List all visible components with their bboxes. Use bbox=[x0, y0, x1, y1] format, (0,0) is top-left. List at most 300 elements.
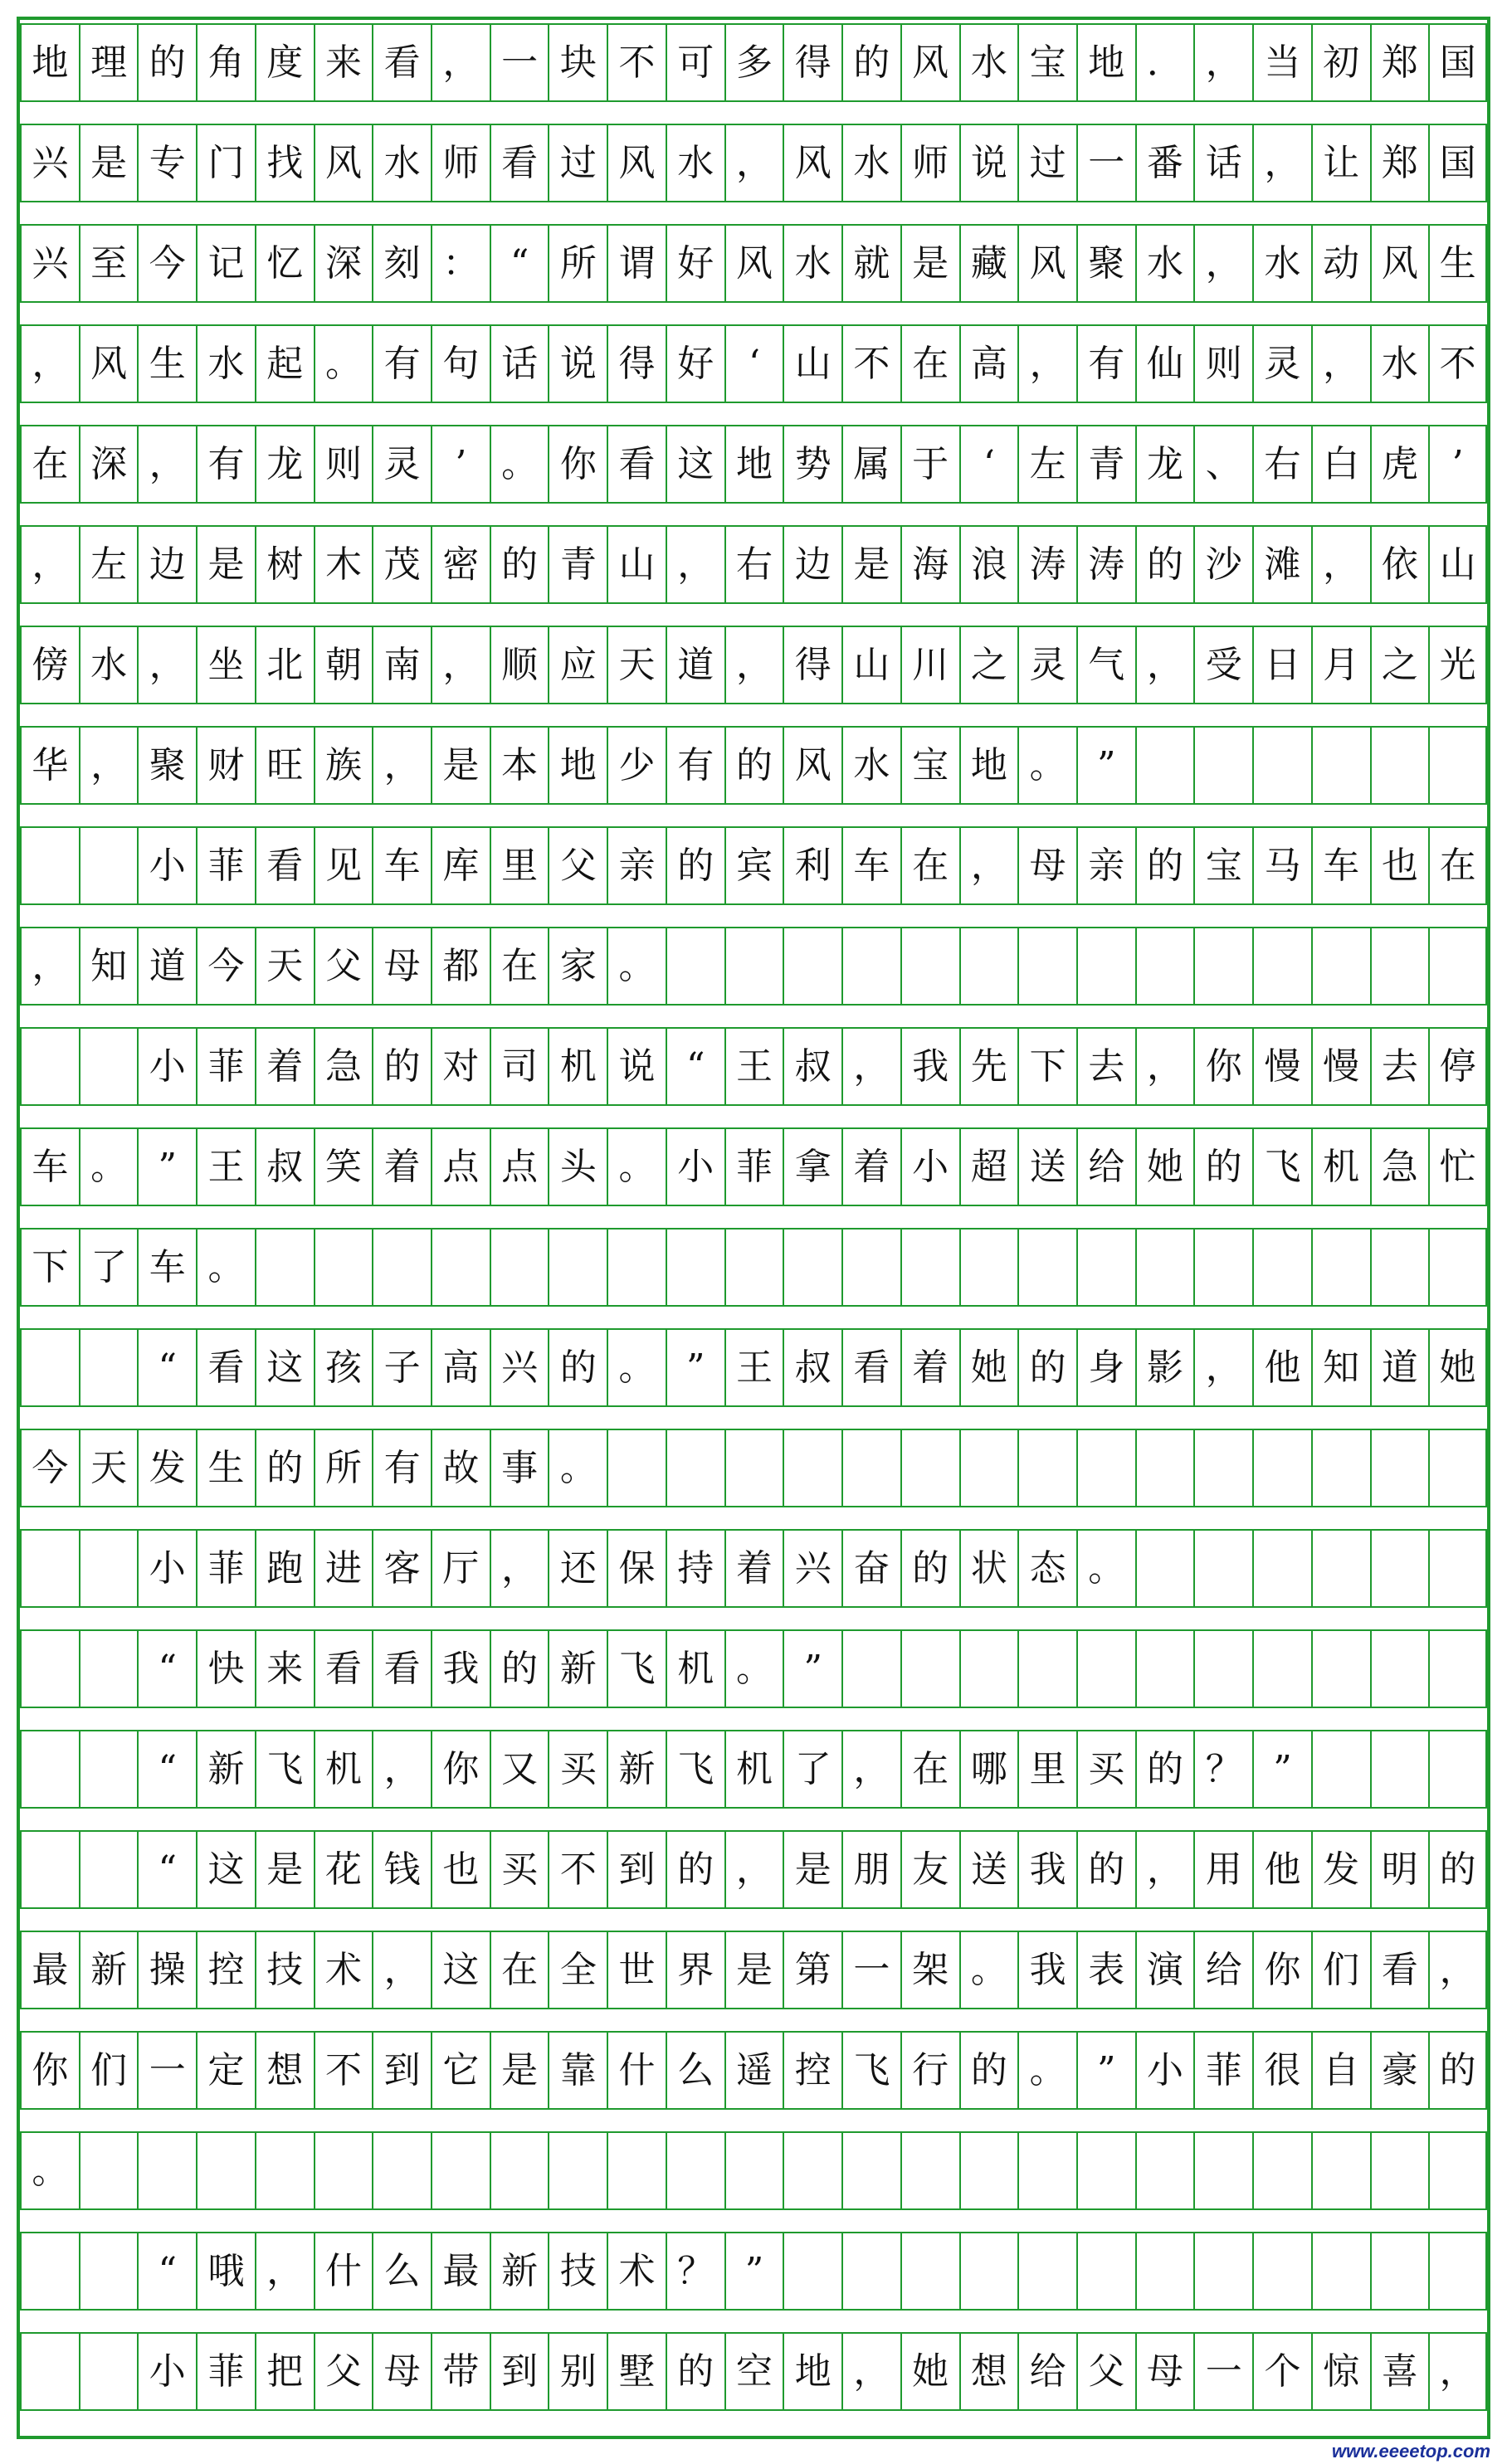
grid-cell: 话 bbox=[490, 326, 549, 402]
grid-cell bbox=[490, 1230, 549, 1305]
grid-cell bbox=[959, 2133, 1018, 2208]
grid-cell: 你 bbox=[1193, 1029, 1252, 1104]
grid-cell: 宝 bbox=[1017, 25, 1076, 100]
grid-cell bbox=[666, 2133, 724, 2208]
grid-cell: “ bbox=[490, 226, 549, 301]
grid-cell: 左 bbox=[1017, 426, 1076, 502]
grid-cell: 世 bbox=[607, 1932, 666, 2008]
grid-cell: 在 bbox=[490, 1932, 549, 2008]
grid-cell: 让 bbox=[1311, 125, 1370, 201]
grid-cell: 不 bbox=[1428, 326, 1487, 402]
grid-cell: 演 bbox=[1135, 1932, 1194, 2008]
grid-cell: ” bbox=[1076, 2033, 1135, 2108]
grid-cell: 过 bbox=[548, 125, 607, 201]
grid-cell: 说 bbox=[607, 1029, 666, 1104]
grid-cell: 车 bbox=[20, 1129, 79, 1205]
grid-cell: 地 bbox=[20, 25, 79, 100]
grid-cell bbox=[607, 2133, 666, 2208]
grid-cell: 宾 bbox=[724, 828, 783, 903]
grid-cell: 王 bbox=[196, 1129, 255, 1205]
grid-cell: 的 bbox=[1135, 828, 1194, 903]
grid-cell: 飞 bbox=[841, 2033, 900, 2108]
grid-cell: 仙 bbox=[1135, 326, 1194, 402]
grid-cell: 父 bbox=[314, 928, 373, 1004]
grid-cell: 我 bbox=[1017, 1932, 1076, 2008]
grid-cell: 受 bbox=[1193, 627, 1252, 703]
grid-cell bbox=[1135, 2133, 1194, 2208]
grid-cell: ， bbox=[137, 426, 196, 502]
grid-cell: 朋 bbox=[841, 1832, 900, 1907]
grid-cell: 。 bbox=[607, 1330, 666, 1405]
grid-cell: 她 bbox=[959, 1330, 1018, 1405]
grid-cell: 之 bbox=[1370, 627, 1429, 703]
grid-cell: 全 bbox=[548, 1932, 607, 2008]
grid-cell bbox=[841, 2133, 900, 2208]
grid-cell: 慢 bbox=[1252, 1029, 1311, 1104]
grid-cell: 母 bbox=[1017, 828, 1076, 903]
grid-cell: 话 bbox=[1193, 125, 1252, 201]
grid-cell: 看 bbox=[196, 1330, 255, 1405]
grid-cell: 白 bbox=[1311, 426, 1370, 502]
grid-cell: ， bbox=[1311, 527, 1370, 602]
manuscript-row bbox=[20, 1629, 1487, 1708]
grid-cell: 你 bbox=[548, 426, 607, 502]
grid-cell: 机 bbox=[314, 1731, 373, 1807]
grid-cell: 涛 bbox=[1076, 527, 1135, 602]
grid-cell: 是 bbox=[724, 1932, 783, 2008]
manuscript-row bbox=[20, 626, 1487, 704]
grid-cell: 这 bbox=[196, 1832, 255, 1907]
grid-cell: 好 bbox=[666, 326, 724, 402]
grid-cell bbox=[900, 1430, 959, 1506]
grid-cell bbox=[841, 1430, 900, 1506]
grid-cell: 水 bbox=[783, 226, 841, 301]
manuscript-row bbox=[20, 324, 1487, 403]
grid-cell: “ bbox=[137, 1631, 196, 1707]
grid-cell: 青 bbox=[548, 527, 607, 602]
grid-cell: 生 bbox=[137, 326, 196, 402]
grid-cell: 表 bbox=[1076, 1932, 1135, 2008]
manuscript-row bbox=[20, 1931, 1487, 2009]
grid-cell: 。 bbox=[196, 1230, 255, 1305]
grid-cell: “ bbox=[137, 1832, 196, 1907]
grid-cell: 说 bbox=[959, 125, 1018, 201]
grid-cell: 气 bbox=[1076, 627, 1135, 703]
grid-cell: 可 bbox=[666, 25, 724, 100]
grid-cell: 叔 bbox=[783, 1029, 841, 1104]
grid-cell: 影 bbox=[1135, 1330, 1194, 1405]
grid-cell bbox=[783, 2133, 841, 2208]
grid-cell: 着 bbox=[724, 1531, 783, 1606]
grid-cell: 地 bbox=[548, 728, 607, 803]
grid-cell: 豪 bbox=[1370, 2033, 1429, 2108]
grid-cell bbox=[1017, 928, 1076, 1004]
grid-cell: 有 bbox=[372, 326, 431, 402]
grid-cell: 风 bbox=[314, 125, 373, 201]
grid-cell: 至 bbox=[79, 226, 138, 301]
grid-cell: ， bbox=[137, 627, 196, 703]
grid-cell bbox=[1135, 928, 1194, 1004]
grid-cell: ， bbox=[1252, 125, 1311, 201]
grid-cell bbox=[783, 928, 841, 1004]
grid-cell: 生 bbox=[1428, 226, 1487, 301]
grid-cell: 她 bbox=[1428, 1330, 1487, 1405]
grid-cell: 也 bbox=[1370, 828, 1429, 903]
grid-cell bbox=[1428, 1631, 1487, 1707]
grid-cell: ， bbox=[372, 1731, 431, 1807]
grid-cell: 有 bbox=[196, 426, 255, 502]
grid-cell: 旺 bbox=[255, 728, 314, 803]
grid-cell: 笑 bbox=[314, 1129, 373, 1205]
grid-cell: 是 bbox=[783, 1832, 841, 1907]
grid-cell: 给 bbox=[1017, 2334, 1076, 2409]
grid-cell: 叔 bbox=[255, 1129, 314, 1205]
grid-cell: ， bbox=[841, 1731, 900, 1807]
grid-cell: 的 bbox=[1193, 1129, 1252, 1205]
grid-cell: 架 bbox=[900, 1932, 959, 2008]
grid-cell: 灵 bbox=[1017, 627, 1076, 703]
grid-cell: 看 bbox=[255, 828, 314, 903]
manuscript-row bbox=[20, 1730, 1487, 1809]
grid-cell: 的 bbox=[1428, 1832, 1487, 1907]
grid-cell bbox=[431, 1230, 490, 1305]
grid-cell: 你 bbox=[1252, 1932, 1311, 2008]
grid-cell: 他 bbox=[1252, 1832, 1311, 1907]
manuscript-row bbox=[20, 2031, 1487, 2110]
grid-cell bbox=[959, 1230, 1018, 1305]
grid-cell: ” bbox=[1252, 1731, 1311, 1807]
grid-cell: 所 bbox=[548, 226, 607, 301]
grid-cell: 高 bbox=[431, 1330, 490, 1405]
grid-cell: 兴 bbox=[20, 226, 79, 301]
grid-cell: 华 bbox=[20, 728, 79, 803]
grid-cell: 的 bbox=[959, 2033, 1018, 2108]
manuscript-row bbox=[20, 1127, 1487, 1206]
grid-cell: 去 bbox=[1370, 1029, 1429, 1104]
grid-cell: 就 bbox=[841, 226, 900, 301]
grid-cell: 库 bbox=[431, 828, 490, 903]
grid-cell: ， bbox=[372, 1932, 431, 2008]
grid-cell: 。 bbox=[79, 1129, 138, 1205]
grid-cell: 边 bbox=[783, 527, 841, 602]
grid-cell: 飞 bbox=[607, 1631, 666, 1707]
grid-cell: “ bbox=[137, 1731, 196, 1807]
grid-cell: 小 bbox=[1135, 2033, 1194, 2108]
grid-cell: 理 bbox=[79, 25, 138, 100]
grid-cell: ” bbox=[724, 2233, 783, 2309]
grid-cell: 孩 bbox=[314, 1330, 373, 1405]
grid-cell: 水 bbox=[841, 125, 900, 201]
manuscript-row bbox=[20, 425, 1487, 504]
grid-cell: 生 bbox=[196, 1430, 255, 1506]
grid-cell: 北 bbox=[255, 627, 314, 703]
grid-cell: ， bbox=[431, 25, 490, 100]
grid-cell bbox=[1428, 1531, 1487, 1606]
grid-cell: 都 bbox=[431, 928, 490, 1004]
grid-cell bbox=[900, 1230, 959, 1305]
grid-cell: 看 bbox=[314, 1631, 373, 1707]
grid-cell bbox=[1311, 1631, 1370, 1707]
grid-cell: 专 bbox=[137, 125, 196, 201]
grid-cell: 知 bbox=[79, 928, 138, 1004]
grid-cell: 在 bbox=[900, 326, 959, 402]
grid-cell bbox=[1252, 1631, 1311, 1707]
grid-cell: 下 bbox=[20, 1230, 79, 1305]
grid-cell: 则 bbox=[314, 426, 373, 502]
grid-cell: 风 bbox=[1017, 226, 1076, 301]
grid-cell: 来 bbox=[255, 1631, 314, 1707]
grid-cell bbox=[1135, 1631, 1194, 1707]
grid-cell: 看 bbox=[841, 1330, 900, 1405]
grid-cell bbox=[666, 928, 724, 1004]
grid-cell: 山 bbox=[607, 527, 666, 602]
grid-cell bbox=[1193, 2233, 1252, 2309]
grid-cell: 定 bbox=[196, 2033, 255, 2108]
grid-cell bbox=[1193, 1430, 1252, 1506]
grid-cell: 菲 bbox=[196, 2334, 255, 2409]
grid-cell: 利 bbox=[783, 828, 841, 903]
grid-cell bbox=[1428, 728, 1487, 803]
grid-cell bbox=[1370, 2133, 1429, 2208]
grid-cell: 身 bbox=[1076, 1330, 1135, 1405]
grid-cell: ， bbox=[20, 326, 79, 402]
grid-cell: ” bbox=[1076, 728, 1135, 803]
grid-cell: 给 bbox=[1193, 1932, 1252, 2008]
grid-cell: 。 bbox=[314, 326, 373, 402]
grid-cell: 给 bbox=[1076, 1129, 1135, 1205]
grid-cell: 到 bbox=[607, 1832, 666, 1907]
grid-cell bbox=[959, 1631, 1018, 1707]
grid-cell: 郑 bbox=[1370, 125, 1429, 201]
grid-cell: 们 bbox=[79, 2033, 138, 2108]
grid-cell bbox=[1193, 928, 1252, 1004]
grid-cell bbox=[1311, 1430, 1370, 1506]
grid-cell bbox=[20, 1330, 79, 1405]
grid-cell bbox=[79, 1731, 138, 1807]
grid-cell: 的 bbox=[548, 1330, 607, 1405]
grid-cell: 兴 bbox=[783, 1531, 841, 1606]
grid-cell: 看 bbox=[607, 426, 666, 502]
grid-cell: 小 bbox=[137, 2334, 196, 2409]
grid-cell bbox=[20, 1731, 79, 1807]
grid-cell: 界 bbox=[666, 1932, 724, 2008]
grid-cell: 树 bbox=[255, 527, 314, 602]
grid-cell: 母 bbox=[1135, 2334, 1194, 2409]
manuscript-row bbox=[20, 2232, 1487, 2311]
grid-cell: 你 bbox=[20, 2033, 79, 2108]
grid-cell: 看 bbox=[372, 25, 431, 100]
grid-cell: 、 bbox=[1193, 426, 1252, 502]
grid-cell: “ bbox=[137, 2233, 196, 2309]
grid-cell: 把 bbox=[255, 2334, 314, 2409]
grid-cell: 傍 bbox=[20, 627, 79, 703]
grid-cell: 控 bbox=[783, 2033, 841, 2108]
grid-cell bbox=[1135, 1531, 1194, 1606]
grid-cell: 有 bbox=[372, 1430, 431, 1506]
grid-cell: 地 bbox=[1076, 25, 1135, 100]
grid-cell: 滩 bbox=[1252, 527, 1311, 602]
grid-cell: ？ bbox=[1193, 1731, 1252, 1807]
grid-cell: 见 bbox=[314, 828, 373, 903]
grid-cell: 右 bbox=[724, 527, 783, 602]
grid-cell: 最 bbox=[431, 2233, 490, 2309]
grid-cell: 机 bbox=[1311, 1129, 1370, 1205]
grid-cell bbox=[79, 1029, 138, 1104]
grid-cell bbox=[1193, 1631, 1252, 1707]
grid-cell: 家 bbox=[548, 928, 607, 1004]
grid-cell: 送 bbox=[959, 1832, 1018, 1907]
grid-cell: 山 bbox=[1428, 527, 1487, 602]
grid-cell: ： bbox=[431, 226, 490, 301]
grid-cell: 水 bbox=[196, 326, 255, 402]
grid-cell: 什 bbox=[607, 2033, 666, 2108]
grid-cell: 海 bbox=[900, 527, 959, 602]
grid-cell: 深 bbox=[79, 426, 138, 502]
grid-cell: 跑 bbox=[255, 1531, 314, 1606]
manuscript-grid bbox=[20, 20, 1487, 2436]
grid-cell: 度 bbox=[255, 25, 314, 100]
grid-cell: ， bbox=[724, 1832, 783, 1907]
grid-cell: 的 bbox=[255, 1430, 314, 1506]
grid-cell bbox=[1076, 1631, 1135, 1707]
grid-cell: 说 bbox=[548, 326, 607, 402]
grid-cell: 今 bbox=[137, 226, 196, 301]
grid-cell: 宝 bbox=[900, 728, 959, 803]
grid-cell: 我 bbox=[431, 1631, 490, 1707]
manuscript-row bbox=[20, 1830, 1487, 1909]
grid-cell: 小 bbox=[137, 1531, 196, 1606]
grid-cell: 发 bbox=[137, 1430, 196, 1506]
grid-cell bbox=[1252, 728, 1311, 803]
grid-cell: 对 bbox=[431, 1029, 490, 1104]
grid-cell bbox=[724, 2133, 783, 2208]
grid-cell: ， bbox=[1193, 25, 1252, 100]
grid-cell: 操 bbox=[137, 1932, 196, 2008]
grid-cell: 父 bbox=[548, 828, 607, 903]
watermark-link[interactable]: www.eeeetop.com bbox=[1331, 2441, 1490, 2462]
grid-cell: 多 bbox=[724, 25, 783, 100]
grid-cell: 菲 bbox=[196, 1029, 255, 1104]
grid-cell: 水 bbox=[841, 728, 900, 803]
grid-cell: 小 bbox=[666, 1129, 724, 1205]
grid-cell: 么 bbox=[666, 2033, 724, 2108]
grid-cell: 带 bbox=[431, 2334, 490, 2409]
grid-cell: 她 bbox=[900, 2334, 959, 2409]
grid-cell bbox=[1428, 1430, 1487, 1506]
grid-cell: 他 bbox=[1252, 1330, 1311, 1405]
grid-cell: 是 bbox=[431, 728, 490, 803]
grid-cell bbox=[1135, 2233, 1194, 2309]
grid-cell bbox=[841, 1631, 900, 1707]
grid-cell: 车 bbox=[372, 828, 431, 903]
grid-cell bbox=[1252, 2133, 1311, 2208]
grid-cell: 有 bbox=[1076, 326, 1135, 402]
grid-cell: 龙 bbox=[1135, 426, 1194, 502]
grid-cell: 刻 bbox=[372, 226, 431, 301]
grid-cell: 控 bbox=[196, 1932, 255, 2008]
grid-cell: 喜 bbox=[1370, 2334, 1429, 2409]
grid-cell: ， bbox=[666, 527, 724, 602]
manuscript-row bbox=[20, 1228, 1487, 1307]
grid-cell: 今 bbox=[196, 928, 255, 1004]
grid-cell: 最 bbox=[20, 1932, 79, 2008]
grid-cell bbox=[607, 1230, 666, 1305]
grid-cell: 你 bbox=[431, 1731, 490, 1807]
grid-cell bbox=[20, 1531, 79, 1606]
grid-cell: 的 bbox=[900, 1531, 959, 1606]
grid-cell bbox=[372, 2133, 431, 2208]
grid-cell: 看 bbox=[372, 1631, 431, 1707]
grid-cell bbox=[137, 2133, 196, 2208]
grid-cell: 谓 bbox=[607, 226, 666, 301]
grid-cell: 钱 bbox=[372, 1832, 431, 1907]
grid-cell: 技 bbox=[548, 2233, 607, 2309]
manuscript-row bbox=[20, 1529, 1487, 1608]
grid-cell: 得 bbox=[783, 627, 841, 703]
grid-cell: 靠 bbox=[548, 2033, 607, 2108]
grid-cell bbox=[1428, 928, 1487, 1004]
grid-cell: 。 bbox=[548, 1430, 607, 1506]
grid-cell: 在 bbox=[900, 828, 959, 903]
grid-cell bbox=[1311, 728, 1370, 803]
grid-cell: 兴 bbox=[490, 1330, 549, 1405]
grid-cell: 一 bbox=[841, 1932, 900, 2008]
grid-cell: 风 bbox=[607, 125, 666, 201]
grid-cell bbox=[1193, 1230, 1252, 1305]
grid-cell: 母 bbox=[372, 2334, 431, 2409]
grid-cell: 慢 bbox=[1311, 1029, 1370, 1104]
grid-cell bbox=[79, 1330, 138, 1405]
grid-cell: ， bbox=[1135, 627, 1194, 703]
grid-cell: 。 bbox=[1017, 2033, 1076, 2108]
grid-cell: 不 bbox=[548, 1832, 607, 1907]
grid-cell: 车 bbox=[1311, 828, 1370, 903]
grid-cell bbox=[1370, 1230, 1429, 1305]
grid-cell: 送 bbox=[1017, 1129, 1076, 1205]
grid-cell: 马 bbox=[1252, 828, 1311, 903]
grid-cell bbox=[20, 2334, 79, 2409]
grid-cell: 。 bbox=[607, 928, 666, 1004]
grid-cell: 虎 bbox=[1370, 426, 1429, 502]
grid-cell: 看 bbox=[1370, 1932, 1429, 2008]
grid-cell: 月 bbox=[1311, 627, 1370, 703]
grid-cell: 机 bbox=[548, 1029, 607, 1104]
grid-cell: 是 bbox=[900, 226, 959, 301]
grid-cell: 我 bbox=[1017, 1832, 1076, 1907]
grid-cell: 小 bbox=[137, 1029, 196, 1104]
grid-cell bbox=[1252, 1531, 1311, 1606]
grid-cell bbox=[783, 1230, 841, 1305]
grid-cell bbox=[666, 1230, 724, 1305]
grid-cell: 是 bbox=[490, 2033, 549, 2108]
grid-cell: 一 bbox=[490, 25, 549, 100]
grid-cell: 不 bbox=[314, 2033, 373, 2108]
grid-cell: 天 bbox=[607, 627, 666, 703]
grid-cell: 墅 bbox=[607, 2334, 666, 2409]
grid-cell bbox=[1076, 2133, 1135, 2208]
grid-cell: ， bbox=[255, 2233, 314, 2309]
grid-cell: 也 bbox=[431, 1832, 490, 1907]
manuscript-row bbox=[20, 2131, 1487, 2210]
manuscript-row bbox=[20, 826, 1487, 905]
grid-cell bbox=[20, 2233, 79, 2309]
grid-cell: 。 bbox=[1076, 1531, 1135, 1606]
grid-cell: 哪 bbox=[959, 1731, 1018, 1807]
grid-cell: 是 bbox=[255, 1832, 314, 1907]
grid-cell: 少 bbox=[607, 728, 666, 803]
grid-cell: 师 bbox=[431, 125, 490, 201]
grid-cell: 的 bbox=[841, 25, 900, 100]
